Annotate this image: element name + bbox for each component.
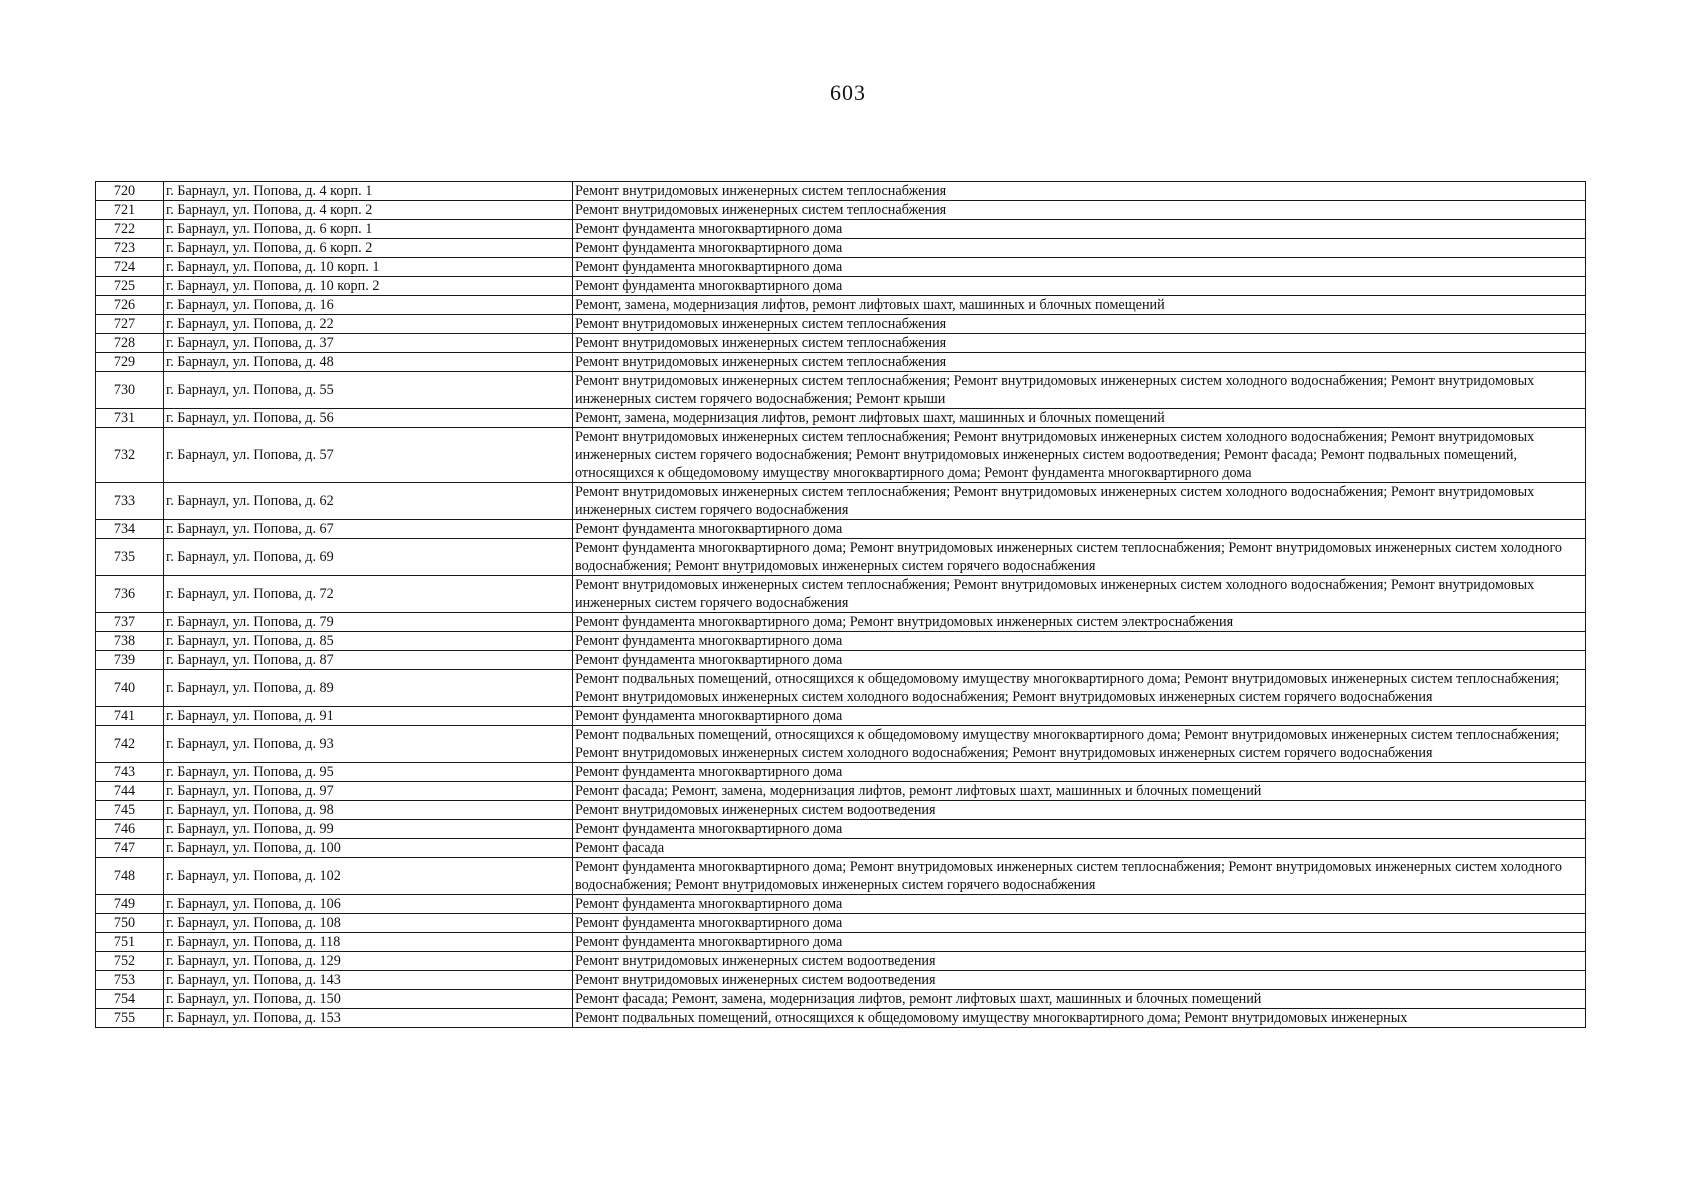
table-row xyxy=(96,258,1586,277)
works-cell: Ремонт внутридомовых инженерных систем водоотведения xyxy=(573,971,1586,990)
row-number-cell: 743 xyxy=(96,763,164,782)
address-cell: г. Барнаул, ул. Попова, д. 69 xyxy=(164,539,573,576)
works-cell: Ремонт фундамента многоквартирного дома xyxy=(573,895,1586,914)
row-number-cell: 737 xyxy=(96,613,164,632)
works-cell: Ремонт фундамента многоквартирного дома xyxy=(573,651,1586,670)
table-row xyxy=(96,334,1586,353)
address-cell: г. Барнаул, ул. Попова, д. 150 xyxy=(164,990,573,1009)
row-number-cell: 746 xyxy=(96,820,164,839)
address-cell: г. Барнаул, ул. Попова, д. 4 корп. 1 xyxy=(164,182,573,201)
row-number-cell: 744 xyxy=(96,782,164,801)
table-row xyxy=(96,858,1586,895)
table-row xyxy=(96,539,1586,576)
row-number-cell: 720 xyxy=(96,182,164,201)
row-number-cell: 742 xyxy=(96,726,164,763)
row-number-cell: 751 xyxy=(96,933,164,952)
table-row xyxy=(96,409,1586,428)
row-number-cell: 725 xyxy=(96,277,164,296)
address-cell: г. Барнаул, ул. Попова, д. 10 корп. 1 xyxy=(164,258,573,277)
address-cell: г. Барнаул, ул. Попова, д. 62 xyxy=(164,483,573,520)
works-cell: Ремонт фундамента многоквартирного дома xyxy=(573,707,1586,726)
row-number-cell: 726 xyxy=(96,296,164,315)
row-number-cell: 740 xyxy=(96,670,164,707)
works-cell: Ремонт внутридомовых инженерных систем теплоснабжения xyxy=(573,201,1586,220)
table-row xyxy=(96,933,1586,952)
row-number-cell: 749 xyxy=(96,895,164,914)
address-cell: г. Барнаул, ул. Попова, д. 10 корп. 2 xyxy=(164,277,573,296)
address-cell: г. Барнаул, ул. Попова, д. 85 xyxy=(164,632,573,651)
works-cell: Ремонт внутридомовых инженерных систем теплоснабжения; Ремонт внутридомовых инженерных систем холодного водоснабжения; Ремонт внутридомовых инженерных систем горячего водоснабжения xyxy=(573,483,1586,520)
address-cell: г. Барнаул, ул. Попова, д. 67 xyxy=(164,520,573,539)
row-number-cell: 721 xyxy=(96,201,164,220)
row-number-cell: 745 xyxy=(96,801,164,820)
row-number-cell: 754 xyxy=(96,990,164,1009)
works-cell: Ремонт фундамента многоквартирного дома xyxy=(573,220,1586,239)
works-cell: Ремонт фундамента многоквартирного дома xyxy=(573,520,1586,539)
works-cell: Ремонт внутридомовых инженерных систем теплоснабжения; Ремонт внутридомовых инженерных систем холодного водоснабжения; Ремонт внутридомовых инженерных систем горячего водоснабжения; Ремонт крыши xyxy=(573,372,1586,409)
address-cell: г. Барнаул, ул. Попова, д. 143 xyxy=(164,971,573,990)
row-number-cell: 753 xyxy=(96,971,164,990)
works-cell: Ремонт фундамента многоквартирного дома; Ремонт внутридомовых инженерных систем теплоснабжения; Ремонт внутридомовых инженерных систем холодного водоснабжения; Ремонт внутридомовых инженерных систем горячего водоснабжения xyxy=(573,858,1586,895)
row-number-cell: 732 xyxy=(96,428,164,483)
row-number-cell: 748 xyxy=(96,858,164,895)
address-cell: г. Барнаул, ул. Попова, д. 79 xyxy=(164,613,573,632)
row-number-cell: 755 xyxy=(96,1009,164,1028)
table-row xyxy=(96,707,1586,726)
address-cell: г. Барнаул, ул. Попова, д. 89 xyxy=(164,670,573,707)
works-cell: Ремонт подвальных помещений, относящихся к общедомовому имуществу многоквартирного дома; Ремонт внутридомовых инженерных xyxy=(573,1009,1586,1028)
table-row xyxy=(96,670,1586,707)
works-cell: Ремонт фундамента многоквартирного дома xyxy=(573,933,1586,952)
works-cell: Ремонт внутридомовых инженерных систем теплоснабжения xyxy=(573,315,1586,334)
row-number-cell: 747 xyxy=(96,839,164,858)
row-number-cell: 724 xyxy=(96,258,164,277)
address-cell: г. Барнаул, ул. Попова, д. 99 xyxy=(164,820,573,839)
table-row xyxy=(96,182,1586,201)
works-cell: Ремонт фундамента многоквартирного дома xyxy=(573,258,1586,277)
table-row xyxy=(96,428,1586,483)
table-row xyxy=(96,895,1586,914)
row-number-cell: 752 xyxy=(96,952,164,971)
row-number-cell: 722 xyxy=(96,220,164,239)
row-number-cell: 735 xyxy=(96,539,164,576)
table-row xyxy=(96,576,1586,613)
address-cell: г. Барнаул, ул. Попова, д. 16 xyxy=(164,296,573,315)
address-cell: г. Барнаул, ул. Попова, д. 22 xyxy=(164,315,573,334)
table-row xyxy=(96,315,1586,334)
works-cell: Ремонт фундамента многоквартирного дома xyxy=(573,277,1586,296)
table-row xyxy=(96,820,1586,839)
address-cell: г. Барнаул, ул. Попова, д. 48 xyxy=(164,353,573,372)
address-cell: г. Барнаул, ул. Попова, д. 95 xyxy=(164,763,573,782)
row-number-cell: 736 xyxy=(96,576,164,613)
works-cell: Ремонт фасада; Ремонт, замена, модернизация лифтов, ремонт лифтовых шахт, машинных и блочных помещений xyxy=(573,990,1586,1009)
table-row xyxy=(96,296,1586,315)
row-number-cell: 729 xyxy=(96,353,164,372)
page-number: 603 xyxy=(830,80,866,105)
address-cell: г. Барнаул, ул. Попова, д. 118 xyxy=(164,933,573,952)
table-row xyxy=(96,353,1586,372)
address-cell: г. Барнаул, ул. Попова, д. 72 xyxy=(164,576,573,613)
table-row xyxy=(96,726,1586,763)
table-row xyxy=(96,220,1586,239)
table-row xyxy=(96,201,1586,220)
works-cell: Ремонт внутридомовых инженерных систем теплоснабжения xyxy=(573,353,1586,372)
address-cell: г. Барнаул, ул. Попова, д. 153 xyxy=(164,1009,573,1028)
table-row xyxy=(96,801,1586,820)
address-cell: г. Барнаул, ул. Попова, д. 108 xyxy=(164,914,573,933)
table-row xyxy=(96,763,1586,782)
row-number-cell: 733 xyxy=(96,483,164,520)
table-row xyxy=(96,651,1586,670)
row-number-cell: 738 xyxy=(96,632,164,651)
works-cell: Ремонт внутридомовых инженерных систем водоотведения xyxy=(573,952,1586,971)
works-cell: Ремонт внутридомовых инженерных систем водоотведения xyxy=(573,801,1586,820)
row-number-cell: 730 xyxy=(96,372,164,409)
row-number-cell: 728 xyxy=(96,334,164,353)
table-row xyxy=(96,971,1586,990)
table-row xyxy=(96,782,1586,801)
address-cell: г. Барнаул, ул. Попова, д. 100 xyxy=(164,839,573,858)
row-number-cell: 727 xyxy=(96,315,164,334)
row-number-cell: 741 xyxy=(96,707,164,726)
works-cell: Ремонт фундамента многоквартирного дома xyxy=(573,763,1586,782)
address-cell: г. Барнаул, ул. Попова, д. 4 корп. 2 xyxy=(164,201,573,220)
row-number-cell: 731 xyxy=(96,409,164,428)
works-cell: Ремонт фундамента многоквартирного дома xyxy=(573,914,1586,933)
address-cell: г. Барнаул, ул. Попова, д. 102 xyxy=(164,858,573,895)
address-cell: г. Барнаул, ул. Попова, д. 87 xyxy=(164,651,573,670)
address-cell: г. Барнаул, ул. Попова, д. 91 xyxy=(164,707,573,726)
table-row xyxy=(96,483,1586,520)
works-cell: Ремонт подвальных помещений, относящихся к общедомовому имуществу многоквартирного дома; Ремонт внутридомовых инженерных систем теплоснабжения; Ремонт внутридомовых инженерных систем холодного водоснабжения; Ремонт внутридомовых инженерных систем горячего водоснабжения xyxy=(573,670,1586,707)
works-cell: Ремонт внутридомовых инженерных систем теплоснабжения; Ремонт внутридомовых инженерных систем холодного водоснабжения; Ремонт внутридомовых инженерных систем горячего водоснабжения; Ремонт внутридомовых инженерных систем водоотведения; Ремонт фасада; Ремонт подвальных помещений, относящихся к общедомовому имуществу многоквартирного дома; Ремонт фундамента многоквартирного дома xyxy=(573,428,1586,483)
table-row xyxy=(96,520,1586,539)
table-row xyxy=(96,990,1586,1009)
works-cell: Ремонт внутридомовых инженерных систем теплоснабжения; Ремонт внутридомовых инженерных систем холодного водоснабжения; Ремонт внутридомовых инженерных систем горячего водоснабжения xyxy=(573,576,1586,613)
address-cell: г. Барнаул, ул. Попова, д. 98 xyxy=(164,801,573,820)
works-cell: Ремонт, замена, модернизация лифтов, ремонт лифтовых шахт, машинных и блочных помещений xyxy=(573,409,1586,428)
row-number-cell: 750 xyxy=(96,914,164,933)
address-cell: г. Барнаул, ул. Попова, д. 106 xyxy=(164,895,573,914)
address-cell: г. Барнаул, ул. Попова, д. 56 xyxy=(164,409,573,428)
works-cell: Ремонт подвальных помещений, относящихся к общедомовому имуществу многоквартирного дома; Ремонт внутридомовых инженерных систем теплоснабжения; Ремонт внутридомовых инженерных систем холодного водоснабжения; Ремонт внутридомовых инженерных систем горячего водоснабжения xyxy=(573,726,1586,763)
table-row xyxy=(96,914,1586,933)
repair-works-table xyxy=(95,181,1586,1028)
table-row xyxy=(96,613,1586,632)
address-cell: г. Барнаул, ул. Попова, д. 129 xyxy=(164,952,573,971)
address-cell: г. Барнаул, ул. Попова, д. 6 корп. 2 xyxy=(164,239,573,258)
works-cell: Ремонт, замена, модернизация лифтов, ремонт лифтовых шахт, машинных и блочных помещений xyxy=(573,296,1586,315)
table-row xyxy=(96,239,1586,258)
table-body xyxy=(96,182,1586,1028)
works-cell: Ремонт фундамента многоквартирного дома; Ремонт внутридомовых инженерных систем теплоснабжения; Ремонт внутридомовых инженерных систем холодного водоснабжения; Ремонт внутридомовых инженерных систем горячего водоснабжения xyxy=(573,539,1586,576)
table-row xyxy=(96,372,1586,409)
works-cell: Ремонт фундамента многоквартирного дома xyxy=(573,632,1586,651)
address-cell: г. Барнаул, ул. Попова, д. 97 xyxy=(164,782,573,801)
row-number-cell: 734 xyxy=(96,520,164,539)
works-cell: Ремонт фасада xyxy=(573,839,1586,858)
works-cell: Ремонт внутридомовых инженерных систем теплоснабжения xyxy=(573,182,1586,201)
table-row xyxy=(96,839,1586,858)
works-cell: Ремонт фундамента многоквартирного дома xyxy=(573,239,1586,258)
table-row xyxy=(96,1009,1586,1028)
table-row xyxy=(96,277,1586,296)
address-cell: г. Барнаул, ул. Попова, д. 55 xyxy=(164,372,573,409)
row-number-cell: 739 xyxy=(96,651,164,670)
table-row xyxy=(96,632,1586,651)
table-row xyxy=(96,952,1586,971)
address-cell: г. Барнаул, ул. Попова, д. 93 xyxy=(164,726,573,763)
works-cell: Ремонт фундамента многоквартирного дома; Ремонт внутридомовых инженерных систем электроснабжения xyxy=(573,613,1586,632)
works-cell: Ремонт фасада; Ремонт, замена, модернизация лифтов, ремонт лифтовых шахт, машинных и блочных помещений xyxy=(573,782,1586,801)
row-number-cell: 723 xyxy=(96,239,164,258)
works-cell: Ремонт фундамента многоквартирного дома xyxy=(573,820,1586,839)
works-cell: Ремонт внутридомовых инженерных систем теплоснабжения xyxy=(573,334,1586,353)
address-cell: г. Барнаул, ул. Попова, д. 6 корп. 1 xyxy=(164,220,573,239)
address-cell: г. Барнаул, ул. Попова, д. 57 xyxy=(164,428,573,483)
address-cell: г. Барнаул, ул. Попова, д. 37 xyxy=(164,334,573,353)
